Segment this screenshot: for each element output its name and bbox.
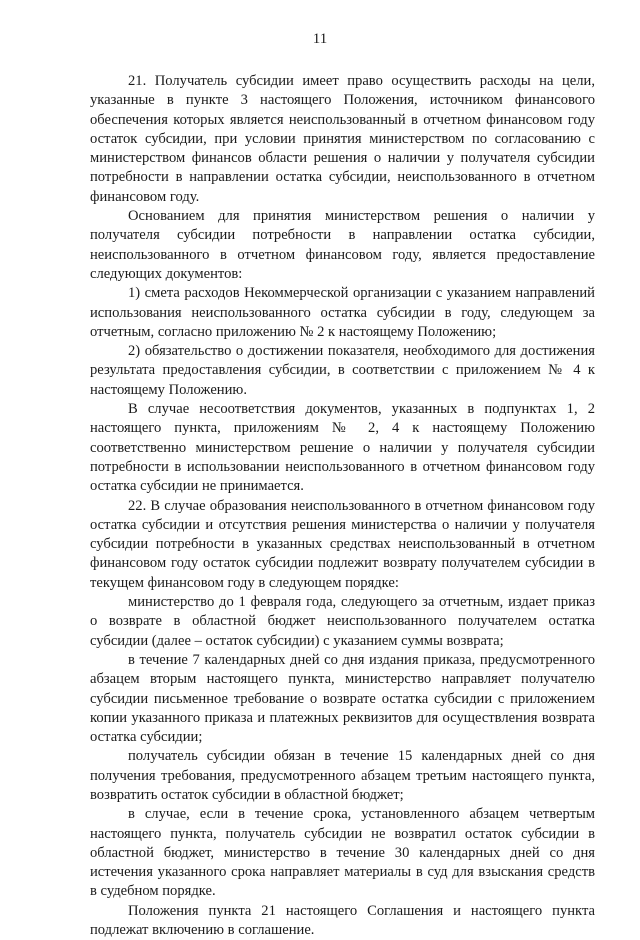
paragraph-21-intro: 21. Получатель субсидии имеет право осуществить расходы на цели, указанные в пункте 3 настоящего Положения, источником финансового обеспечения которых является неиспользованный в отчетном финансовом году остаток субсидии, при условии принятия министерством по согласованию с министерством финансов области решения о наличии у получателя субсидии потребности в направлении остатка субсидии, неиспользованного в отчетном финансовом году. bbox=[90, 73, 595, 205]
paragraph-ministry-order: министерство до 1 февраля года, следующего за отчетным, издает приказ о возврате в областной бюджет неиспользованного получателем остатка субсидии (далее – остаток субсидии) с указанием суммы возврата; bbox=[90, 594, 595, 649]
paragraph-court-recovery: в случае, если в течение срока, установленного абзацем четвертым настоящего пункта, получатель субсидии не возвратил остаток субсидии в областной бюджет, министерство в течение 30 календарных дней со дня истечения указанного срока направляет материалы в суд для взыскания средств в судебном порядке. bbox=[90, 806, 595, 900]
document-body bbox=[90, 72, 595, 940]
paragraph-written-demand: в течение 7 календарных дней со дня издания приказа, предусмотренного абзацем вторым настоящего пункта, министерство направляет получателю субсидии письменное требование о возврате остатка субсидии с приложением копии указанного приказа и платежных реквизитов для осуществления возврата остатка субсидии; bbox=[90, 651, 595, 746]
paragraph-basis: Основанием для принятия министерством решения о наличии у получателя субсидии потребности в направлении остатка субсидии, неиспользованного в отчетном финансовом году, является предоставление следующих документов: bbox=[90, 208, 595, 282]
page-number: 11 bbox=[312, 31, 328, 47]
list-item-2-obligation: 2) обязательство о достижении показателя, необходимого для достижения результата предоставления субсидии, в соответствии с приложением № 4 к настоящему Положению. bbox=[90, 343, 595, 398]
paragraph-inclusion: Положения пункта 21 настоящего Соглашения и настоящего пункта подлежат включению в соглашение. bbox=[90, 902, 595, 939]
paragraph-recipient-return: получатель субсидии обязан в течение 15 календарных дней со дня получения требования, предусмотренного абзацем третьим настоящего пункта, возвратить остаток субсидии в областной бюджет; bbox=[90, 748, 595, 803]
list-item-1-estimate: 1) смета расходов Некоммерческой организации с указанием направлений использования неиспользованного остатка субсидии в году, следующем за отчетным, согласно приложению № 2 к настоящему Положению; bbox=[90, 285, 595, 340]
paragraph-mismatch: В случае несоответствия документов, указанных в подпунктах 1, 2 настоящего пункта, приложениям № 2, 4 к настоящему Положению соответственно министерством решение о наличии у получателя субсидии потребности в использовании неиспользованного в отчетном финансовом году остатка субсидии не принимается. bbox=[90, 401, 595, 495]
paragraph-22-intro: 22. В случае образования неиспользованного в отчетном финансовом году остатка субсидии и отсутствия решения министерства о наличии у получателя субсидии потребности в указанных средствах неиспользованный в отчетном финансовом году остаток субсидии подлежит возврату получателем субсидии в текущем финансовом году в следующем порядке: bbox=[90, 497, 595, 591]
